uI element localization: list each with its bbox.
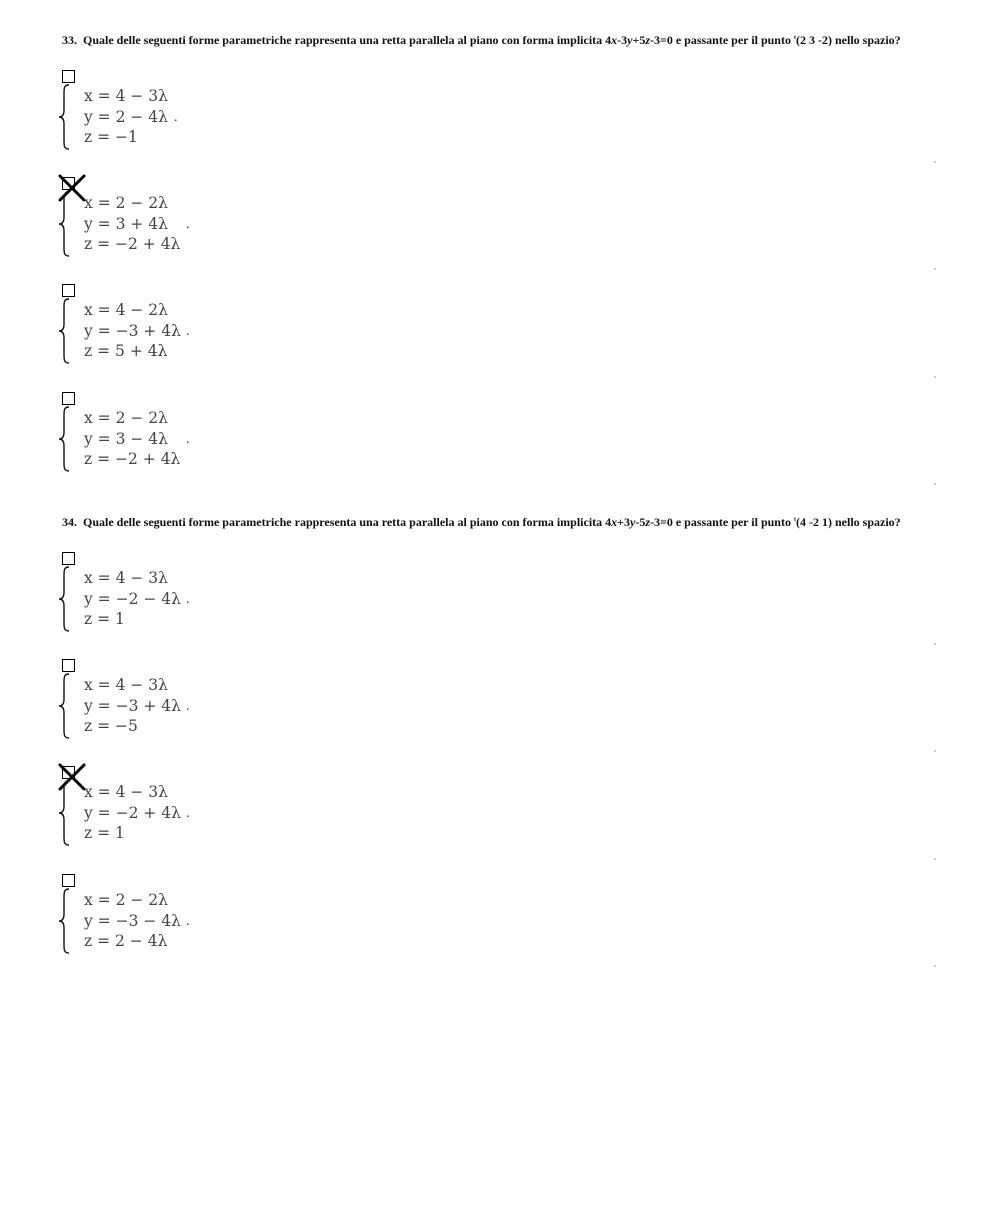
question-text: 33. Quale delle seguenti forme parametriche rappresenta una retta parallela al piano con forma implicita 4x-3y+5z-3=0 e passante per il punto $^t$(2 3 -2) nello spazio? [62,33,901,47]
question-number: 33. [62,33,77,47]
option-34-b[interactable]: x = 4 − 3λ y = −3 + 4λ z = −5 . [62,659,942,749]
option-33-c[interactable]: x = 4 − 2λ y = −3 + 4λ z = 5 + 4λ . [62,284,942,374]
separator-dot [934,965,936,967]
left-brace-icon [58,566,72,632]
parametric-equations: x = 2 − 2λ y = 3 − 4λ z = −2 + 4λ [84,409,181,468]
option-34-d[interactable]: x = 2 − 2λ y = −3 − 4λ z = 2 − 4λ . [62,874,942,964]
separator-dot [934,643,936,645]
parametric-equations: x = 4 − 3λ y = −3 + 4λ z = −5 [84,676,181,735]
answer-checkbox[interactable] [62,284,75,297]
separator-dot [934,858,936,860]
parametric-equations: x = 4 − 3λ y = −2 + 4λ z = 1 [84,783,181,842]
option-33-d[interactable]: x = 2 − 2λ y = 3 − 4λ z = −2 + 4λ . [62,392,942,482]
separator-dot [934,483,936,485]
question-34 [62,514,932,950]
answer-checkbox[interactable] [62,552,75,565]
answer-checkbox[interactable] [62,392,75,405]
left-brace-icon [58,780,72,846]
answer-checkbox[interactable] [62,659,75,672]
option-33-a[interactable]: x = 4 − 3λ y = 2 − 4λ z = −1 . [62,70,942,160]
option-34-c[interactable]: x = 4 − 3λ y = −2 + 4λ z = 1 . [62,766,942,856]
answer-checkbox[interactable] [62,70,75,83]
left-brace-icon [58,406,72,472]
parametric-equations: x = 4 − 2λ y = −3 + 4λ z = 5 + 4λ [84,301,181,360]
parametric-equations: x = 4 − 3λ y = −2 − 4λ z = 1 [84,569,181,628]
left-brace-icon [58,673,72,739]
answer-checkbox[interactable] [62,874,75,887]
separator-dot [934,161,936,163]
question-text: 34. Quale delle seguenti forme parametriche rappresenta una retta parallela al piano con forma implicita 4x+3y-5z-3=0 e passante per il punto $^t$(4 -2 1) nello spazio? [62,515,901,529]
parametric-equations: x = 4 − 3λ y = 2 − 4λ z = −1 [84,87,168,146]
option-33-b[interactable]: x = 2 − 2λ y = 3 + 4λ z = −2 + 4λ . [62,177,942,267]
left-brace-icon [58,191,72,257]
parametric-equations: x = 2 − 2λ y = 3 + 4λ z = −2 + 4λ [84,194,181,253]
left-brace-icon [58,298,72,364]
question-number: 34. [62,515,77,529]
option-34-a[interactable]: x = 4 − 3λ y = −2 − 4λ z = 1 . [62,552,942,642]
separator-dot [934,376,936,378]
separator-dot [934,750,936,752]
left-brace-icon [58,888,72,954]
left-brace-icon [58,84,72,150]
question-33 [62,32,932,468]
parametric-equations: x = 2 − 2λ y = −3 − 4λ z = 2 − 4λ [84,891,181,950]
separator-dot [934,268,936,270]
